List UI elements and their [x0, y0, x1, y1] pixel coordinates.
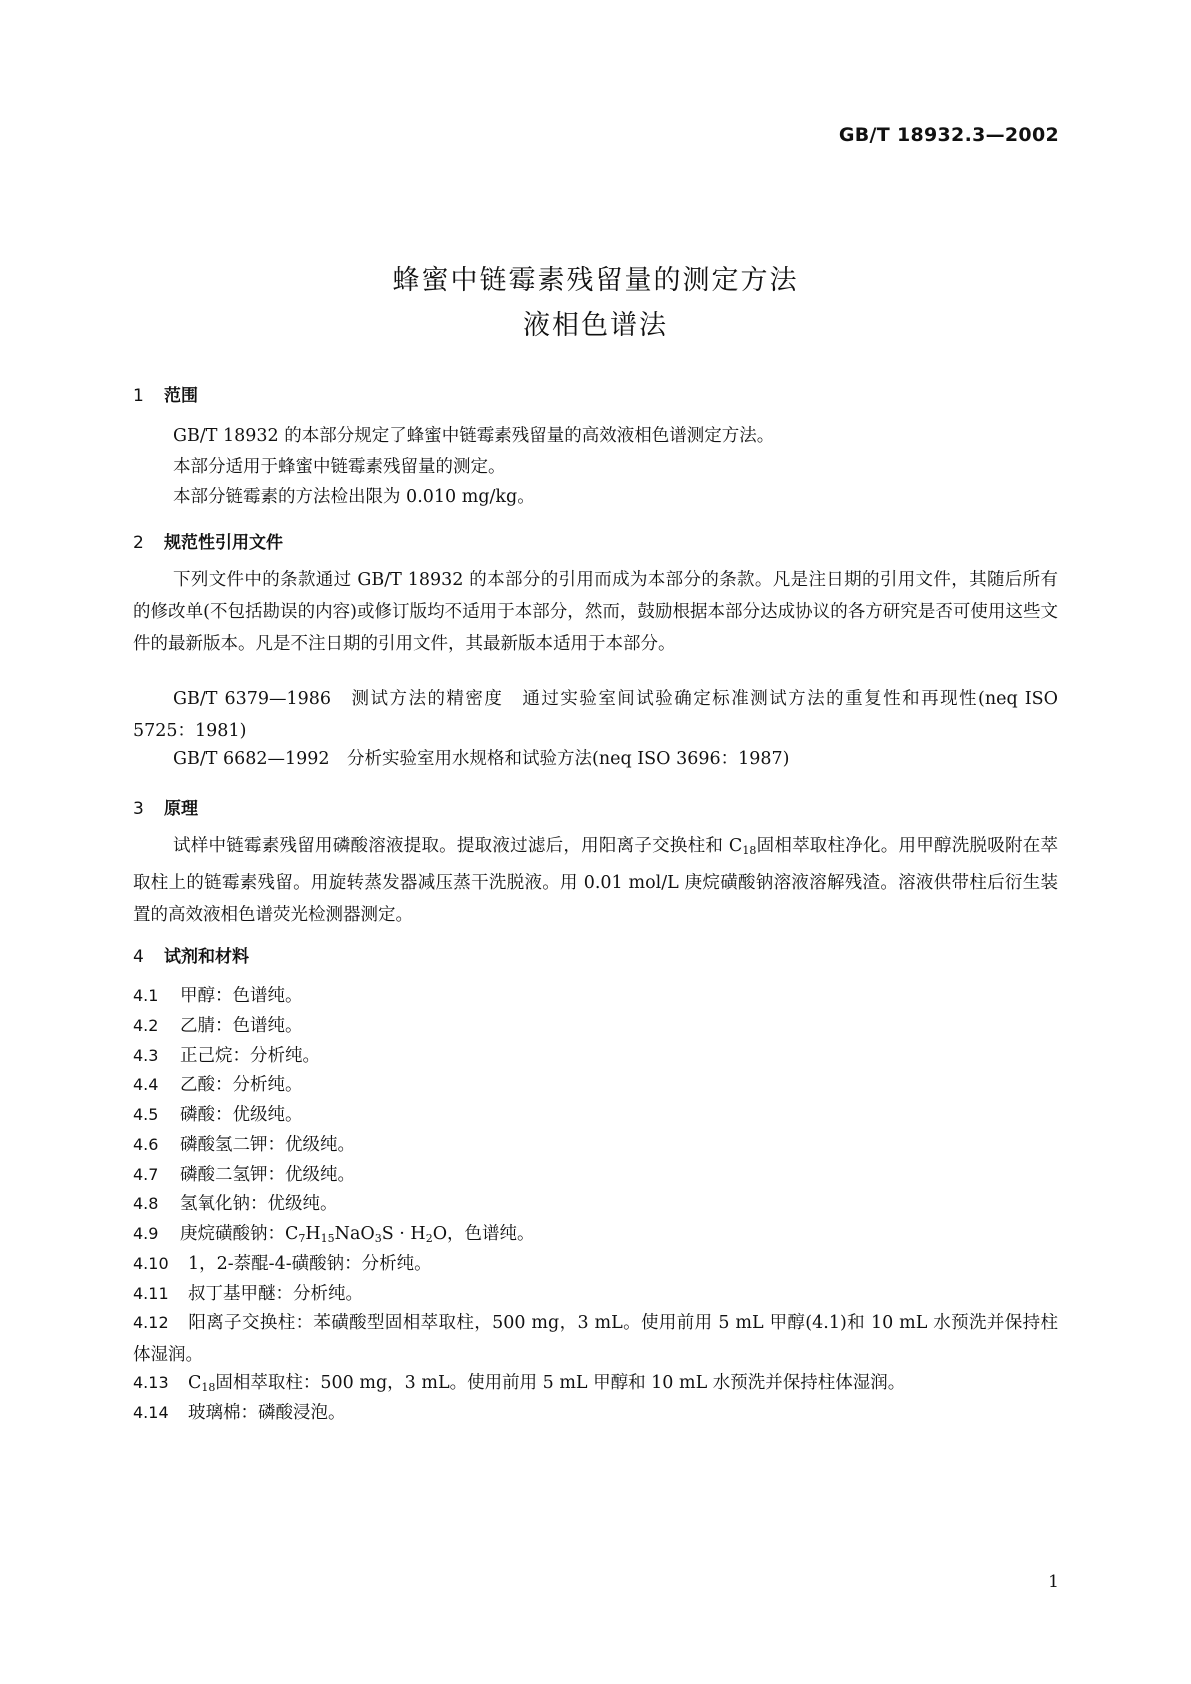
- list-item: 4.5 磷酸：优级纯。: [133, 1105, 303, 1125]
- list-item: 4.12 阳离子交换柱：苯磺酸型固相萃取柱，500 mg，3 mL。使用前用 5 mL 甲醇(4.1)和 10 mL 水预洗并保持柱体湿润。: [133, 1313, 1058, 1365]
- list-item: 4.10 1，2-萘醌-4-磺酸钠：分析纯。: [133, 1254, 432, 1274]
- list-item: 4.11 叔丁基甲醚：分析纯。: [133, 1284, 363, 1304]
- section-title: 范围: [164, 386, 198, 406]
- section-number: 3: [133, 799, 144, 819]
- list-item: 4.4 乙酸：分析纯。: [133, 1075, 303, 1095]
- section-number: 1: [133, 386, 144, 406]
- paragraph: 试样中链霉素残留用磷酸溶液提取。提取液过滤后，用阳离子交换柱和 $C_{18}$固相萃取柱净化。用甲醇洗脱吸附在萃取柱上的链霉素残留。用旋转蒸发器减压蒸干洗脱液。用 0.01 mol/L 庚烷磺酸钠溶液溶解残渣。溶液供带柱后衍生装置的高效液相色谱荧光检测器测定。: [133, 836, 1059, 925]
- paragraph: 本部分链霉素的方法检出限为 0.010 mg/kg。: [173, 487, 535, 507]
- section-heading-reagents: [133, 942, 249, 967]
- list-item: 4.13 $C_{18}$固相萃取柱：500 mg，3 mL。使用前用 5 mL 甲醇和 10 mL 水预洗并保持柱体湿润。: [133, 1373, 906, 1394]
- list-item: 4.2 乙腈：色谱纯。: [133, 1016, 303, 1036]
- list-item: 4.14 玻璃棉：磷酸浸泡。: [133, 1403, 346, 1423]
- section-number: 2: [133, 533, 144, 553]
- list-item: 4.9 庚烷磺酸钠：$C_7H_{15}NaO_3S \cdot H_2O$，色谱纯。: [133, 1224, 535, 1245]
- section-number: 4: [133, 947, 144, 967]
- paragraph: 下列文件中的条款通过 GB/T 18932 的本部分的引用而成为本部分的条款。凡是注日期的引用文件，其随后所有的修改单(不包括勘误的内容)或修订版均不适用于本部分，然而，鼓励根据本部分达成协议的各方研究是否可使用这些文件的最新版本。凡是不注日期的引用文件，其最新版本适用于本部分。: [133, 570, 1058, 654]
- section-title: 原理: [164, 799, 198, 819]
- section-heading-principle: [133, 794, 198, 819]
- section-title: 规范性引用文件: [164, 533, 283, 553]
- reference-entry: GB/T 6379—1986 测试方法的精密度 通过实验室间试验确定标准测试方法的重复性和再现性(neq ISO 5725：1981): [133, 689, 1058, 741]
- paragraph: GB/T 18932 的本部分规定了蜂蜜中链霉素残留量的高效液相色谱测定方法。: [173, 426, 775, 446]
- section-title: 试剂和材料: [164, 947, 249, 967]
- list-item: 4.6 磷酸氢二钾：优级纯。: [133, 1135, 355, 1155]
- list-item: 4.8 氢氧化钠：优级纯。: [133, 1194, 338, 1214]
- page-number: 1: [1048, 1572, 1059, 1592]
- list-item: 4.7 磷酸二氢钾：优级纯。: [133, 1165, 355, 1185]
- section-heading-scope: [133, 381, 198, 406]
- paragraph: 本部分适用于蜂蜜中链霉素残留量的测定。: [173, 457, 506, 477]
- section-heading-normative-references: [133, 528, 283, 553]
- document-title: 蜂蜜中链霉素残留量的测定方法: [392, 265, 799, 296]
- list-item: 4.1 甲醇：色谱纯。: [133, 986, 303, 1006]
- list-item: 4.3 正己烷：分析纯。: [133, 1046, 320, 1066]
- document-subtitle: 液相色谱法: [523, 310, 668, 341]
- standard-code: GB/T 18932.3—2002: [838, 124, 1059, 146]
- reference-entry: GB/T 6682—1992 分析实验室用水规格和试验方法(neq ISO 3696：1987): [173, 749, 790, 769]
